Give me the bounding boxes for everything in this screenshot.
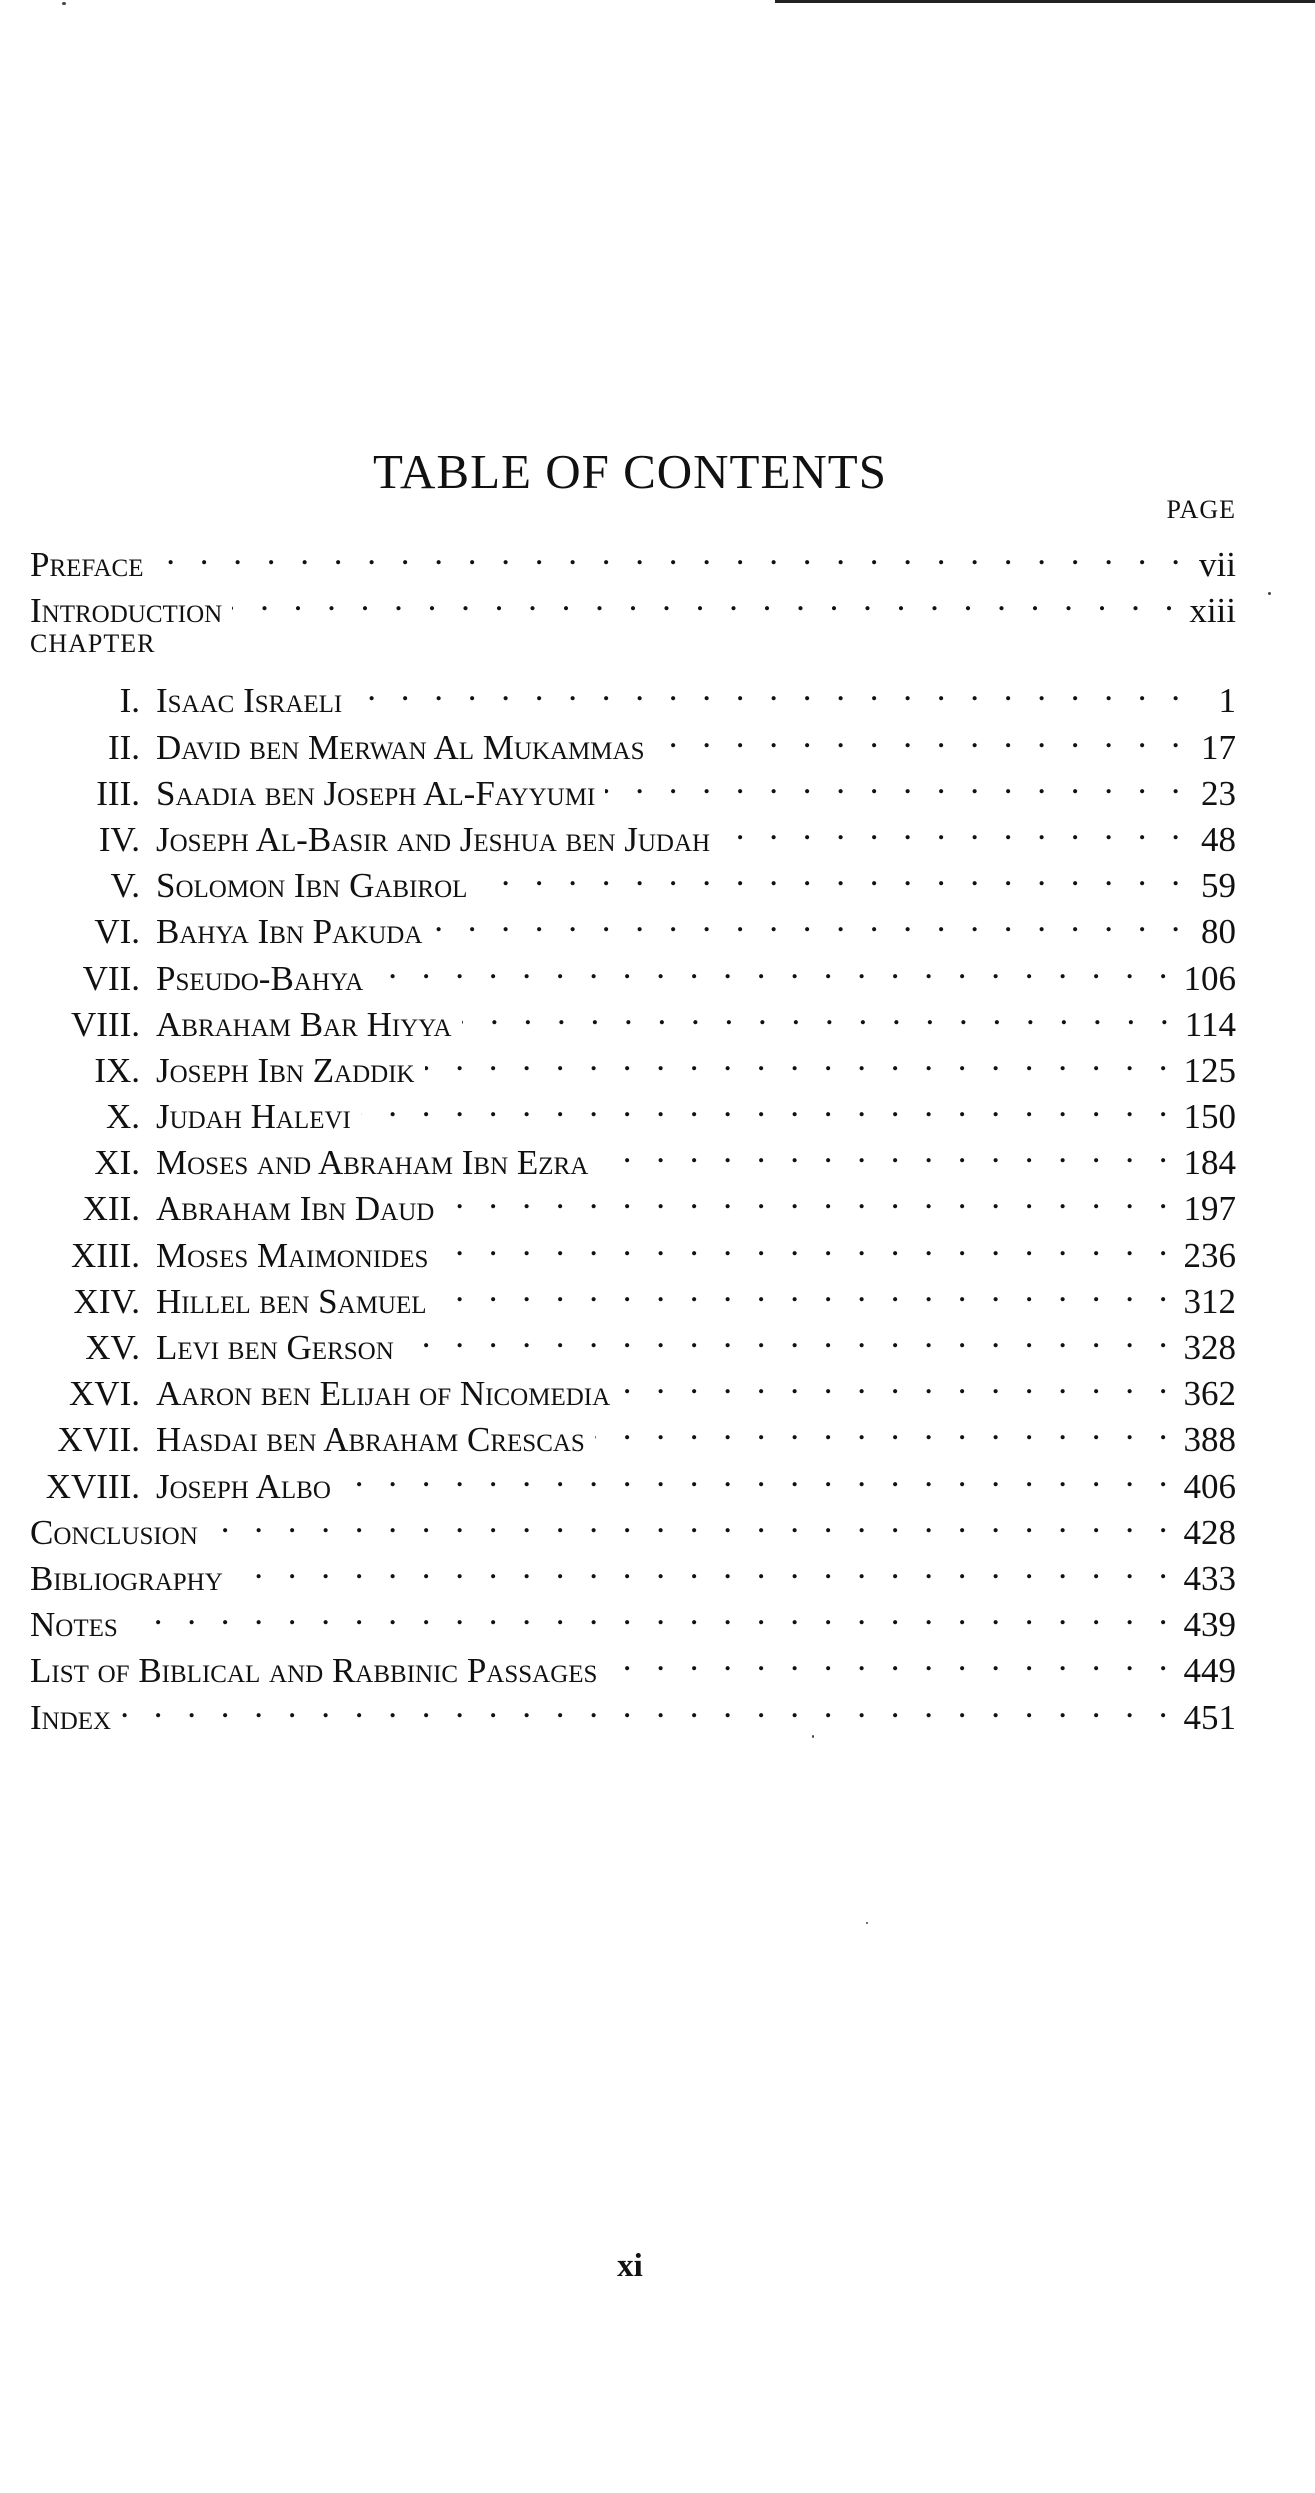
entry-title: Judah Halevi bbox=[156, 1097, 351, 1137]
chapter-heading: CHAPTER bbox=[30, 629, 156, 659]
dot-leader bbox=[438, 1221, 1175, 1267]
page-number: 114 bbox=[1184, 1004, 1236, 1044]
page-number: 48 bbox=[1201, 819, 1236, 859]
chapter-number: VI. bbox=[94, 912, 140, 952]
toc-entry bbox=[30, 530, 1236, 584]
dot-leader bbox=[605, 759, 1188, 805]
dot-leader bbox=[462, 990, 1177, 1036]
dot-leader bbox=[654, 713, 1188, 759]
dot-leader bbox=[361, 1082, 1176, 1128]
page-number: 125 bbox=[1183, 1050, 1236, 1090]
page-number: 184 bbox=[1183, 1143, 1236, 1183]
toc-entries bbox=[30, 530, 1236, 1737]
dot-leader bbox=[121, 1683, 1175, 1729]
entry-title: Bahya Ibn Pakuda bbox=[156, 912, 423, 952]
entry-title: Joseph Albo bbox=[156, 1466, 331, 1506]
dot-leader bbox=[128, 1590, 1176, 1636]
toc-entry bbox=[30, 1590, 1236, 1645]
scan-speck bbox=[866, 1922, 868, 1924]
dot-leader bbox=[404, 1313, 1176, 1359]
dot-leader bbox=[598, 1128, 1175, 1174]
page-number: 80 bbox=[1201, 912, 1236, 952]
chapter-number: XVIII. bbox=[45, 1466, 140, 1506]
dot-leader bbox=[341, 1452, 1176, 1498]
toc-entry bbox=[30, 1683, 1236, 1737]
toc-entry bbox=[30, 576, 1236, 631]
entry-title: Abraham Ibn Daud bbox=[156, 1189, 435, 1229]
dot-leader bbox=[373, 944, 1175, 990]
entry-title: Hillel ben Samuel bbox=[156, 1281, 427, 1321]
page-number: 451 bbox=[1183, 1697, 1236, 1737]
dot-leader bbox=[153, 530, 1188, 576]
entry-title: Abraham Bar Hiyya bbox=[156, 1004, 452, 1044]
chapter-number: IV. bbox=[98, 819, 140, 859]
page-number: 328 bbox=[1183, 1328, 1236, 1367]
scan-speck bbox=[62, 2, 66, 5]
page-number: 433 bbox=[1183, 1558, 1236, 1598]
toc-entry bbox=[30, 1636, 1236, 1691]
entry-title: Levi ben Gerson bbox=[156, 1328, 394, 1367]
page-number: 236 bbox=[1183, 1235, 1236, 1275]
chapter-number: XV. bbox=[85, 1328, 140, 1367]
chapter-number: III. bbox=[96, 773, 140, 813]
page-number: 23 bbox=[1201, 773, 1236, 813]
dot-leader bbox=[432, 897, 1188, 943]
dot-leader bbox=[425, 1036, 1176, 1082]
chapter-number: X. bbox=[105, 1097, 140, 1137]
entry-title: Joseph Ibn Zaddik bbox=[156, 1050, 415, 1090]
entry-title: Solomon Ibn Gabirol bbox=[156, 866, 468, 906]
chapter-number: XI. bbox=[94, 1143, 140, 1183]
chapter-number: II. bbox=[107, 727, 140, 767]
chapter-number: XIII. bbox=[71, 1235, 140, 1275]
chapter-number: VIII. bbox=[71, 1004, 140, 1044]
chapter-number: I. bbox=[119, 681, 140, 721]
entry-title: Index bbox=[30, 1697, 112, 1737]
page-title: TABLE OF CONTENTS bbox=[373, 443, 887, 499]
dot-leader bbox=[352, 666, 1188, 712]
page-number: 449 bbox=[1183, 1651, 1236, 1691]
dot-leader bbox=[477, 851, 1188, 897]
entry-title: Moses and Abraham Ibn Ezra bbox=[156, 1143, 589, 1183]
entry-title: Pseudo-Bahya bbox=[156, 958, 364, 998]
page-number: 150 bbox=[1183, 1097, 1236, 1137]
page-folio: xi bbox=[617, 2248, 643, 2284]
toc-entry bbox=[30, 1498, 1236, 1552]
dot-leader bbox=[233, 1544, 1176, 1590]
chapter-number: XII. bbox=[82, 1189, 140, 1229]
entry-title: Joseph Al-Basir and Jeshua ben Judah bbox=[156, 819, 711, 859]
entry-title: Isaac Israeli bbox=[156, 681, 343, 721]
page-number: 197 bbox=[1183, 1189, 1236, 1229]
page-number: 106 bbox=[1183, 958, 1236, 998]
page-column-label: PAGE bbox=[1166, 495, 1236, 524]
entry-title: Introduction bbox=[30, 591, 223, 631]
entry-title: Hasdai ben Abraham Crescas bbox=[156, 1420, 585, 1460]
chapter-number: XVI. bbox=[69, 1374, 140, 1414]
page-number: 17 bbox=[1201, 727, 1236, 767]
dot-leader bbox=[620, 1359, 1175, 1405]
entry-title: David ben Merwan Al Mukammas bbox=[156, 727, 645, 767]
dot-leader bbox=[607, 1636, 1175, 1682]
chapter-number: VII. bbox=[82, 958, 140, 998]
scan-speck bbox=[1268, 592, 1271, 595]
page-number: vii bbox=[1199, 545, 1236, 584]
entry-title: Moses Maimonides bbox=[156, 1235, 429, 1275]
page-number: 439 bbox=[1183, 1605, 1236, 1645]
page-number: 406 bbox=[1183, 1466, 1236, 1506]
entry-title: Saadia ben Joseph Al-Fayyumi bbox=[156, 773, 596, 813]
toc-entry bbox=[30, 1544, 1236, 1598]
page-number: xiii bbox=[1189, 591, 1236, 631]
entry-title: Conclusion bbox=[30, 1512, 198, 1552]
scan-speck bbox=[812, 1735, 814, 1738]
chapter-number: IX. bbox=[94, 1050, 140, 1090]
page-number: 428 bbox=[1183, 1512, 1236, 1552]
entry-title: List of Biblical and Rabbinic Passages bbox=[30, 1651, 598, 1691]
page-number: 388 bbox=[1183, 1420, 1236, 1460]
dot-leader bbox=[437, 1267, 1176, 1313]
entry-title: Notes bbox=[30, 1605, 118, 1645]
entry-title: Bibliography bbox=[30, 1558, 223, 1598]
entry-title: Preface bbox=[30, 545, 144, 584]
chapter-number: V. bbox=[110, 866, 140, 906]
page-number: 1 bbox=[1218, 681, 1236, 721]
page-number: 362 bbox=[1183, 1374, 1236, 1414]
top-edge-rule bbox=[775, 0, 1315, 3]
dot-leader bbox=[595, 1405, 1176, 1451]
chapter-entry bbox=[30, 666, 1236, 721]
dot-leader bbox=[720, 805, 1188, 851]
chapter-number: XVII. bbox=[57, 1420, 140, 1460]
page-number: 59 bbox=[1201, 866, 1236, 906]
chapter-number: XIV. bbox=[73, 1281, 140, 1321]
dot-leader bbox=[232, 576, 1181, 622]
dot-leader bbox=[208, 1498, 1176, 1544]
page-number: 312 bbox=[1183, 1281, 1236, 1321]
table-of-contents bbox=[30, 490, 1236, 1737]
dot-leader bbox=[444, 1174, 1175, 1220]
entry-title: Aaron ben Elijah of Nicomedia bbox=[156, 1374, 611, 1414]
